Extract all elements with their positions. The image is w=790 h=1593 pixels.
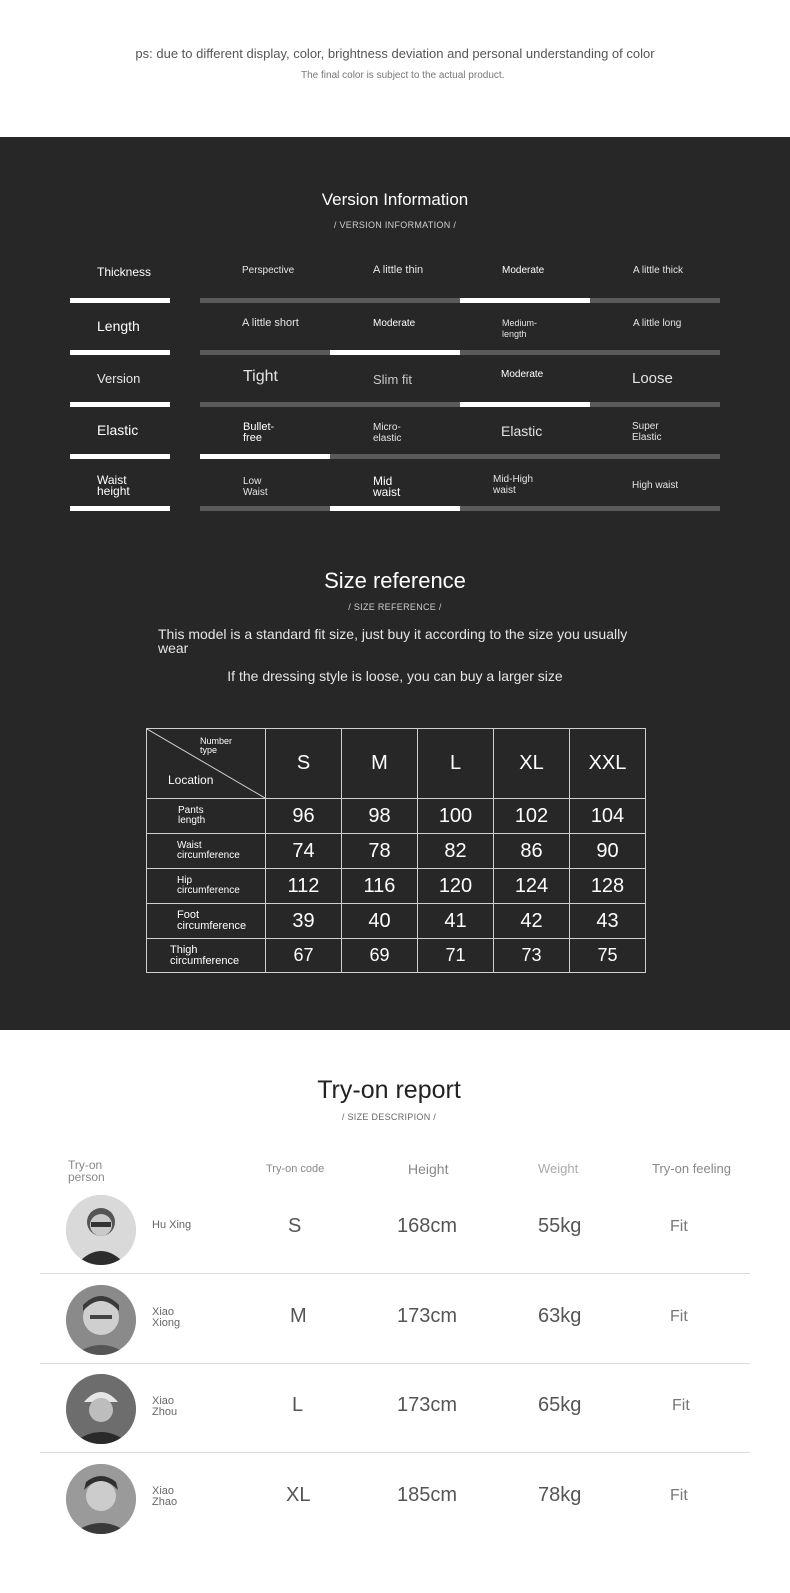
version-option-selected: Mid waist: [373, 474, 401, 499]
version-option: Mid-High waist: [493, 474, 534, 496]
version-option: Super Elastic: [632, 421, 662, 443]
color-notice-section: [0, 0, 790, 137]
avatar: [66, 1285, 136, 1355]
version-scale-track: [200, 350, 720, 355]
person-name: Xiao Xiong: [152, 1306, 181, 1329]
person-weight: 55kg: [538, 1215, 582, 1237]
version-option: A little short: [242, 317, 299, 329]
version-row-label: Elastic: [97, 422, 139, 438]
size-header: L: [418, 729, 494, 799]
version-option: Elastic: [501, 423, 543, 439]
person-feeling: Fit: [670, 1487, 688, 1504]
size-table-header-row: [147, 729, 646, 799]
person-feeling: Fit: [670, 1218, 688, 1235]
table-cell: 104: [570, 799, 646, 834]
avatar: [66, 1464, 136, 1534]
list-item: [40, 1364, 750, 1453]
table-cell: 43: [570, 904, 646, 939]
header-height: Height: [408, 1161, 449, 1177]
person-feeling: Fit: [670, 1308, 688, 1325]
size-header: M: [342, 729, 418, 799]
version-option-selected: Bullet-free: [243, 421, 275, 444]
version-row-length: [0, 305, 790, 355]
version-row-thickness: [0, 253, 790, 303]
version-row-label-underline: [70, 402, 170, 407]
table-cell: 128: [570, 869, 646, 904]
version-option: Tight: [243, 368, 278, 385]
version-option-selected: Moderate: [373, 318, 416, 329]
size-reference-tip: If the dressing style is loose, you can buy a larger size: [227, 668, 563, 684]
version-and-size-section: [0, 137, 790, 1030]
tryon-title: Try-on report: [317, 1076, 461, 1104]
size-reference-subtitle: / SIZE REFERENCE /: [348, 602, 442, 612]
header-code: Try-on code: [266, 1163, 325, 1175]
avatar: [66, 1195, 136, 1265]
table-cell: 39: [266, 904, 342, 939]
size-header: XL: [494, 729, 570, 799]
table-row: [147, 869, 646, 904]
version-option: A little thick: [633, 265, 684, 276]
tryon-subtitle: / SIZE DESCRIPION /: [341, 1112, 437, 1122]
color-notice-subtext: The final color is subject to the actual product.: [301, 70, 505, 81]
color-notice-text: ps: due to different display, color, brightness deviation and personal understanding of color: [135, 46, 655, 61]
table-cell: 78: [342, 834, 418, 869]
version-option: Slim fit: [373, 372, 412, 387]
version-row-label: Version: [97, 371, 141, 386]
row-label: Pants length: [147, 799, 266, 834]
person-code: M: [290, 1305, 307, 1327]
version-option: A little thin: [373, 264, 424, 276]
version-option: High waist: [632, 480, 679, 491]
person-feeling: Fit: [672, 1397, 690, 1414]
table-cell: 75: [570, 939, 646, 973]
version-row-label-underline: [70, 298, 170, 303]
version-scale-selected: [330, 350, 460, 355]
avatar: [66, 1374, 136, 1444]
person-name: Xiao Zhou: [152, 1395, 178, 1418]
version-option: A little long: [633, 318, 682, 329]
table-cell: 73: [494, 939, 570, 973]
header-person: Try-on person: [68, 1158, 105, 1184]
version-option: Medium-length: [502, 318, 538, 339]
version-option: Micro-elastic: [373, 422, 402, 444]
table-cell: 90: [570, 834, 646, 869]
size-table: [146, 728, 646, 973]
person-weight: 63kg: [538, 1305, 582, 1327]
version-scale-selected: [200, 454, 330, 459]
list-item: [40, 1185, 750, 1274]
table-cell: 100: [418, 799, 494, 834]
person-height: 168cm: [397, 1215, 458, 1237]
version-scale-selected: [460, 298, 590, 303]
table-cell: 82: [418, 834, 494, 869]
table-cell: 116: [342, 869, 418, 904]
version-row-waist-height: [0, 461, 790, 511]
person-name: Xiao Zhao: [152, 1485, 178, 1508]
table-cell: 124: [494, 869, 570, 904]
row-label: Foot circumference: [147, 904, 266, 939]
table-cell: 69: [342, 939, 418, 973]
version-row-fit: [0, 357, 790, 407]
size-table-corner: [147, 729, 266, 799]
person-code: S: [288, 1215, 302, 1237]
version-option: Low Waist: [243, 476, 268, 498]
version-scale-track: [200, 506, 720, 511]
table-cell: 120: [418, 869, 494, 904]
version-info-title: Version Information: [321, 190, 469, 209]
corner-label-number-type: Number type: [200, 736, 233, 755]
version-option-selected: Moderate: [502, 265, 545, 276]
row-label: Waist circumference: [147, 834, 266, 869]
version-info-subtitle: / VERSION INFORMATION /: [333, 220, 457, 230]
table-cell: 42: [494, 904, 570, 939]
table-row: [147, 904, 646, 939]
tryon-report-section: [0, 1030, 790, 1593]
version-option: Loose: [632, 370, 673, 387]
version-scale-selected: [460, 402, 590, 407]
version-row-label-underline: [70, 350, 170, 355]
list-item: [40, 1454, 750, 1543]
header-weight: Weight: [538, 1161, 579, 1176]
size-header: S: [266, 729, 342, 799]
version-row-label: Length: [97, 318, 140, 334]
version-option: Perspective: [242, 265, 295, 276]
table-cell: 96: [266, 799, 342, 834]
table-cell: 112: [266, 869, 342, 904]
size-header: XXL: [570, 729, 646, 799]
corner-label-location: Location: [168, 773, 214, 787]
version-scale-selected: [330, 506, 460, 511]
version-row-elastic: [0, 409, 790, 459]
person-height: 173cm: [397, 1305, 458, 1327]
header-feeling: Try-on feeling: [652, 1161, 731, 1176]
table-cell: 86: [494, 834, 570, 869]
person-code: XL: [286, 1484, 311, 1506]
table-cell: 40: [342, 904, 418, 939]
version-row-label-underline: [70, 454, 170, 459]
person-weight: 78kg: [538, 1484, 582, 1506]
person-code: L: [292, 1394, 304, 1416]
table-cell: 102: [494, 799, 570, 834]
version-row-label: Waist height: [97, 473, 130, 498]
version-row-label-underline: [70, 506, 170, 511]
size-reference-title: Size reference: [324, 568, 466, 593]
row-label: Thigh circumference: [147, 939, 266, 973]
table-row: [147, 799, 646, 834]
table-cell: 67: [266, 939, 342, 973]
table-cell: 41: [418, 904, 494, 939]
person-height: 185cm: [397, 1484, 458, 1506]
person-height: 173cm: [397, 1394, 458, 1416]
table-row: [147, 834, 646, 869]
row-label: Hip circumference: [147, 869, 266, 904]
table-cell: 74: [266, 834, 342, 869]
list-item: [40, 1275, 750, 1364]
person-weight: 65kg: [538, 1394, 582, 1416]
version-row-label: Thickness: [97, 265, 152, 279]
version-option-selected: Moderate: [501, 369, 544, 380]
table-cell: 71: [418, 939, 494, 973]
person-name: Hu Xing: [152, 1219, 192, 1231]
size-reference-description: This model is a standard fit size, just buy it according to the size you usually wear: [158, 626, 628, 656]
table-row: [147, 939, 646, 973]
table-cell: 98: [342, 799, 418, 834]
